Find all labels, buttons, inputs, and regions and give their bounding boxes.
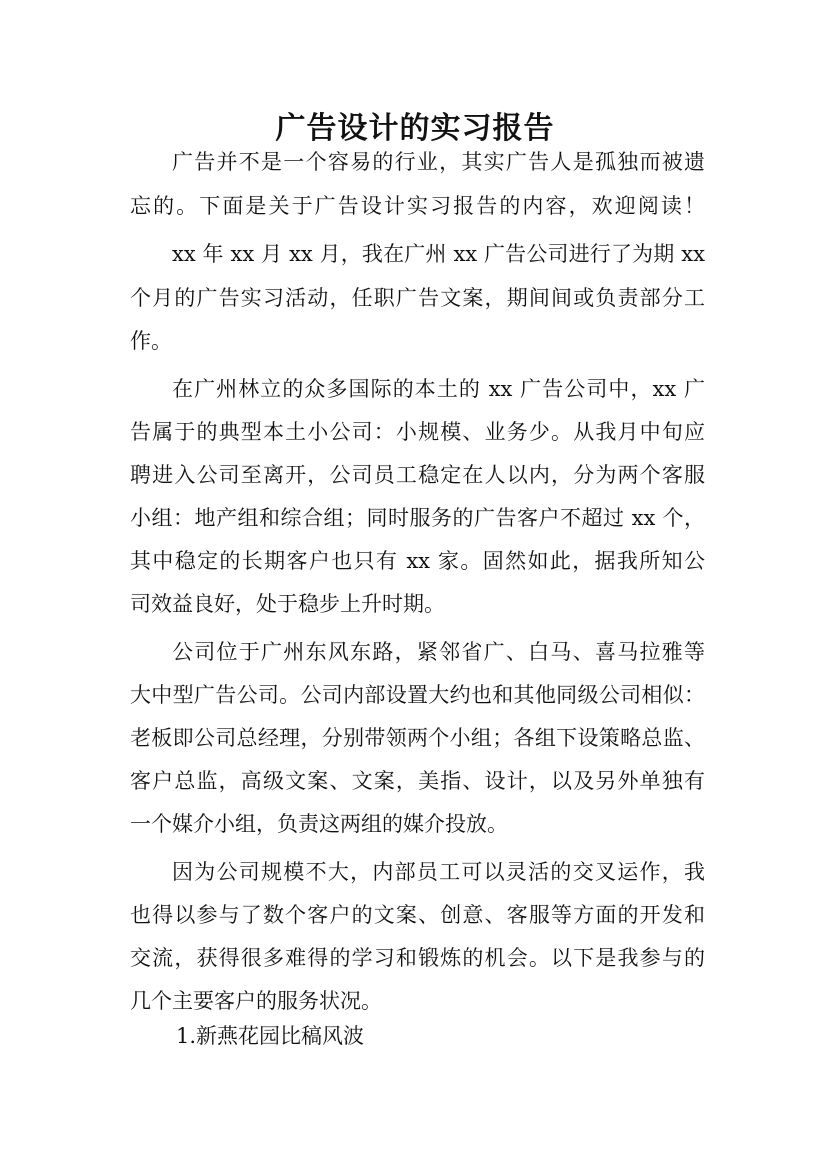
text-line: 个月的广告实习活动，任职广告文案，期间间或负责部分工: [130, 286, 705, 310]
text-line: xx 年 xx 月 xx 月，我在广州 xx 广告公司进行了为期 xx: [172, 242, 705, 266]
document-title: 广告设计的实习报告: [275, 111, 555, 146]
text-line: 在广州林立的众多国际的本土的 xx 广告公司中，xx 广: [172, 377, 705, 401]
text-line: 一个媒介小组，负责这两组的媒介投放。: [130, 812, 508, 836]
text-line: 司效益良好，处于稳步上升时期。: [130, 592, 445, 616]
text-line: 因为公司规模不大，内部员工可以灵活的交叉运作，我: [172, 860, 705, 884]
text-line: 老板即公司总经理，分别带领两个小组；各组下设策略总监、: [130, 726, 705, 750]
text-line: 也得以参与了数个客户的文案、创意、客服等方面的开发和: [130, 903, 705, 927]
text-line: 告属于的典型本土小公司：小规模、业务少。从我月中旬应: [130, 420, 705, 444]
text-line: 交流，获得很多难得的学习和锻炼的机会。以下是我参与的: [130, 946, 705, 970]
text-line: 大中型广告公司。公司内部设置大约也和其他同级公司相似：: [130, 683, 705, 707]
text-line: 聘进入公司至离开，公司员工稳定在人以内，分为两个客服: [130, 463, 705, 487]
text-line: 公司位于广州东风东路，紧邻省广、白马、喜马拉雅等: [172, 640, 705, 664]
text-line: 其中稳定的长期客户也只有 xx 家。固然如此，据我所知公: [130, 549, 705, 573]
text-line: 几个主要客户的服务状况。: [130, 989, 382, 1013]
section-heading: 1.新燕花园比稿风波: [176, 1024, 365, 1048]
text-line: 小组：地产组和综合组；同时服务的广告客户不超过 xx 个，: [130, 506, 705, 530]
text-line: 广告并不是一个容易的行业，其实广告人是孤独而被遗: [172, 150, 705, 174]
text-line: 忘的。下面是关于广告设计实习报告的内容，欢迎阅读！: [130, 194, 705, 218]
text-line: 作。: [130, 329, 172, 353]
text-line: 客户总监，高级文案、文案，美指、设计，以及另外单独有: [130, 769, 705, 793]
